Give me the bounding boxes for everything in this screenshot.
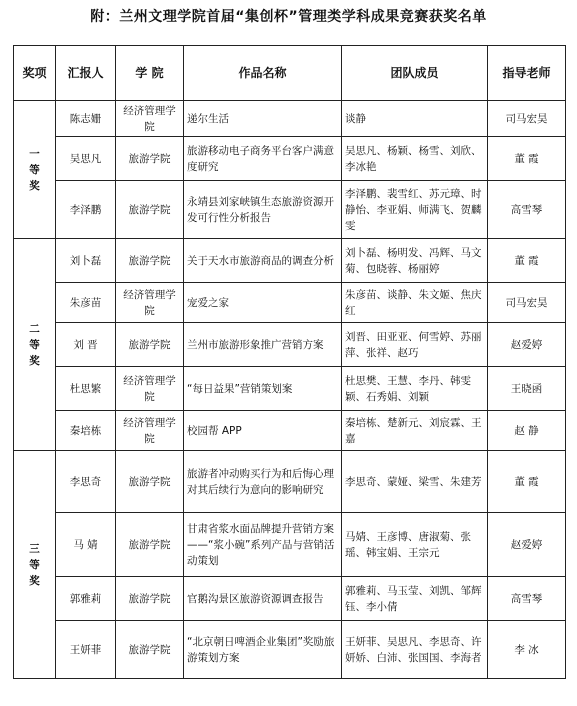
award-char: 三 [29, 542, 40, 555]
award-level-cell [14, 451, 56, 679]
award-char: 等 [29, 558, 40, 571]
award-char: 等 [29, 163, 40, 176]
advisor-cell: 高雪琴 [488, 181, 566, 239]
header-team: 团队成员 [342, 46, 488, 101]
award-char: 一 [29, 147, 40, 160]
reporter-cell: 李泽鹏 [56, 181, 116, 239]
college-cell: 旅游学院 [116, 513, 184, 577]
header-college: 学 院 [116, 46, 184, 101]
reporter-cell: 陈志姗 [56, 101, 116, 137]
work-title-cell: 兰州市旅游形象推广营销方案 [184, 323, 342, 367]
advisor-cell: 董 霞 [488, 239, 566, 283]
document-title: 附：兰州文理学院首届“集创杯”管理类学科成果竞赛获奖名单 [90, 9, 487, 25]
header-award: 奖项 [14, 46, 56, 101]
college-cell: 经济管理学院 [116, 283, 184, 323]
table-row [14, 411, 566, 451]
table-row [14, 577, 566, 621]
work-title-cell: 关于天水市旅游商品的调查分析 [184, 239, 342, 283]
table-row [14, 367, 566, 411]
table-row [14, 621, 566, 679]
reporter-cell: 郭雅莉 [56, 577, 116, 621]
award-level-cell [14, 239, 56, 451]
header-work: 作品名称 [184, 46, 342, 101]
team-members-cell: 王妍菲、吴思凡、李思奇、许妍娇、白沛、张国国、李海者 [342, 621, 488, 679]
reporter-cell: 刘 晋 [56, 323, 116, 367]
award-char: 奖 [29, 179, 40, 192]
advisor-cell: 王晓函 [488, 367, 566, 411]
awards-table [13, 45, 566, 679]
college-cell: 旅游学院 [116, 577, 184, 621]
team-members-cell: 李泽鹏、裴雪红、苏元璋、时静怡、李亚娟、师满飞、贺麟雯 [342, 181, 488, 239]
advisor-cell: 赵 静 [488, 411, 566, 451]
work-title-cell: 旅游者冲动购买行为和后悔心理对其后续行为意向的影响研究 [184, 451, 342, 513]
college-cell: 经济管理学院 [116, 101, 184, 137]
work-title-cell: 宠爱之家 [184, 283, 342, 323]
reporter-cell: 杜思繁 [56, 367, 116, 411]
award-char: 奖 [29, 354, 40, 367]
table-body [14, 101, 566, 679]
college-cell: 旅游学院 [116, 451, 184, 513]
work-title-cell: 旅游移动电子商务平台客户满意度研究 [184, 137, 342, 181]
work-title-cell: 甘肃省浆水面品牌提升营销方案——“浆小碗”系列产品与营销活动策划 [184, 513, 342, 577]
college-cell: 经济管理学院 [116, 367, 184, 411]
team-members-cell: 吴思凡、杨颖、杨雪、刘欣、李冰艳 [342, 137, 488, 181]
reporter-cell: 刘卜磊 [56, 239, 116, 283]
advisor-cell: 赵爱婷 [488, 513, 566, 577]
table-row [14, 137, 566, 181]
college-cell: 旅游学院 [116, 621, 184, 679]
table-row [14, 239, 566, 283]
table-row [14, 101, 566, 137]
team-members-cell: 刘卜磊、杨明发、冯辉、马文菊、包晓蓉、杨丽婷 [342, 239, 488, 283]
college-cell: 经济管理学院 [116, 411, 184, 451]
college-cell: 旅游学院 [116, 137, 184, 181]
advisor-cell: 高雪琴 [488, 577, 566, 621]
reporter-cell: 李思奇 [56, 451, 116, 513]
award-char: 二 [29, 322, 40, 335]
advisor-cell: 董 霞 [488, 137, 566, 181]
work-title-cell: “北京朝日啤酒企业集团”奖励旅游策划方案 [184, 621, 342, 679]
team-members-cell: 秦培栋、楚新元、刘宸霖、王嘉 [342, 411, 488, 451]
table-row [14, 283, 566, 323]
reporter-cell: 马 婧 [56, 513, 116, 577]
team-members-cell: 郭雅莉、马玉莹、刘凯、邹辉钰、李小倩 [342, 577, 488, 621]
advisor-cell: 董 霞 [488, 451, 566, 513]
team-members-cell: 杜思樊、王慧、李丹、韩雯颖、石秀娟、刘颖 [342, 367, 488, 411]
advisor-cell: 李 冰 [488, 621, 566, 679]
award-level-cell [14, 101, 56, 239]
table-header-row [14, 46, 566, 101]
reporter-cell: 朱彦苗 [56, 283, 116, 323]
work-title-cell: 校园帮 APP [184, 411, 342, 451]
work-title-cell: “每日益果”营销策划案 [184, 367, 342, 411]
work-title-cell: 递尔生活 [184, 101, 342, 137]
team-members-cell: 朱彦苗、谈静、朱文姬、焦庆红 [342, 283, 488, 323]
advisor-cell: 司马宏昊 [488, 283, 566, 323]
table-row [14, 181, 566, 239]
table-row [14, 513, 566, 577]
advisor-cell: 司马宏昊 [488, 101, 566, 137]
team-members-cell: 马婧、王彦博、唐淑菊、张瑶、韩宝娟、王宗元 [342, 513, 488, 577]
award-char: 奖 [29, 574, 40, 587]
reporter-cell: 吴思凡 [56, 137, 116, 181]
team-members-cell: 刘晋、田亚亚、何雪婷、苏丽萍、张祥、赵巧 [342, 323, 488, 367]
work-title-cell: 永靖县刘家峡镇生态旅游资源开发可行性分析报告 [184, 181, 342, 239]
award-char: 等 [29, 338, 40, 351]
work-title-cell: 官鹅沟景区旅游资源调查报告 [184, 577, 342, 621]
team-members-cell: 谈静 [342, 101, 488, 137]
college-cell: 旅游学院 [116, 181, 184, 239]
table-row [14, 451, 566, 513]
team-members-cell: 李思奇、蒙娅、梁雪、朱建芳 [342, 451, 488, 513]
reporter-cell: 王妍菲 [56, 621, 116, 679]
college-cell: 旅游学院 [116, 239, 184, 283]
table-row [14, 323, 566, 367]
reporter-cell: 秦培栋 [56, 411, 116, 451]
header-advisor: 指导老师 [488, 46, 566, 101]
header-reporter: 汇报人 [56, 46, 116, 101]
college-cell: 旅游学院 [116, 323, 184, 367]
advisor-cell: 赵爱婷 [488, 323, 566, 367]
